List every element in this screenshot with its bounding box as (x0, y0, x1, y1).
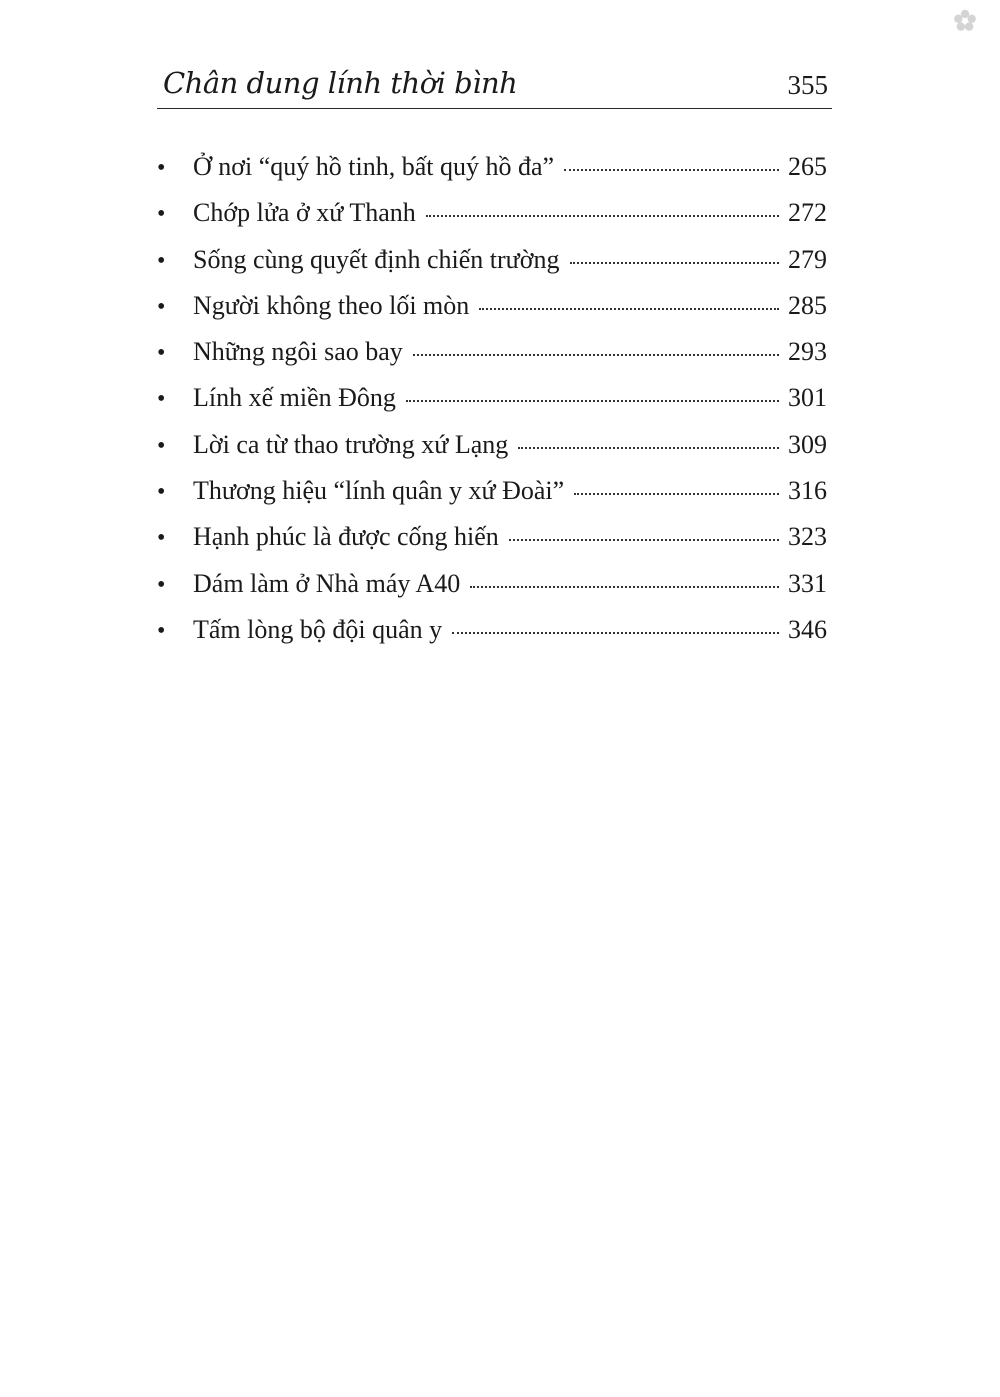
toc-entry-page: 279 (788, 244, 827, 274)
toc-entry-page: 346 (788, 614, 827, 644)
dot-leader (479, 308, 779, 310)
bullet: • (157, 617, 166, 644)
page-number: 355 (787, 70, 828, 100)
dot-leader (452, 632, 779, 634)
toc-entry[interactable] (157, 430, 827, 476)
bullet: • (157, 432, 166, 459)
toc-entry-title: Chớp lửa ở xứ Thanh (193, 198, 416, 228)
bullet: • (157, 340, 166, 367)
toc-entry-title: Lời ca từ thao trường xứ Lạng (193, 429, 509, 459)
toc-entry[interactable] (157, 476, 827, 522)
toc-entry-title: Dám làm ở Nhà máy A40 (193, 568, 461, 598)
dot-leader (518, 447, 779, 449)
toc-entry-page: 265 (788, 152, 827, 181)
toc-entry-page: 323 (788, 522, 827, 552)
dot-leader (426, 215, 779, 217)
flower-icon (952, 8, 978, 34)
bullet: • (157, 201, 166, 228)
bullet: • (157, 293, 166, 320)
toc-entry[interactable] (157, 383, 827, 429)
toc-entry-page: 272 (788, 198, 827, 228)
toc-entry-title: Ở nơi “quý hồ tinh, bất quý hồ đa” (193, 152, 555, 181)
dot-leader (413, 354, 779, 356)
bullet: • (157, 247, 166, 274)
toc-entry-title: Tấm lòng bộ đội quân y (193, 614, 443, 644)
dot-leader (570, 262, 779, 264)
toc-entry[interactable] (157, 291, 827, 337)
toc-entry[interactable] (157, 615, 827, 661)
toc-entry-page: 316 (788, 476, 827, 506)
toc-entry[interactable] (157, 522, 827, 568)
toc-entry-title: Những ngôi sao bay (193, 337, 403, 367)
toc-entry-page: 331 (788, 568, 827, 598)
dot-leader (509, 539, 779, 541)
book-title: Chân dung lính thời bình (163, 66, 518, 100)
toc-entry-title: Người không theo lối mòn (193, 290, 470, 320)
dot-leader (564, 169, 779, 171)
toc-entry-page: 309 (788, 429, 827, 459)
toc-entry-title: Hạnh phúc là được cống hiến (193, 522, 499, 552)
toc-entry[interactable] (157, 245, 827, 291)
toc-entry[interactable] (157, 569, 827, 615)
bullet: • (157, 525, 166, 552)
table-of-contents (157, 152, 827, 661)
dot-leader (470, 586, 779, 588)
toc-entry-title: Lính xế miền Đông (193, 383, 396, 413)
bullet: • (157, 571, 166, 598)
toc-entry-page: 301 (788, 383, 827, 413)
dot-leader (574, 493, 779, 495)
bullet: • (157, 386, 166, 413)
toc-entry[interactable] (157, 337, 827, 383)
bullet: • (157, 479, 166, 506)
toc-entry-page: 293 (788, 337, 827, 367)
running-header (157, 62, 832, 109)
toc-entry[interactable] (157, 198, 827, 244)
toc-entry-title: Thương hiệu “lính quân y xứ Đoài” (193, 476, 565, 506)
toc-entry[interactable] (157, 152, 827, 198)
toc-entry-page: 285 (788, 290, 827, 320)
toc-entry-title: Sống cùng quyết định chiến trường (193, 244, 560, 274)
bullet: • (157, 155, 166, 181)
dot-leader (406, 400, 779, 402)
